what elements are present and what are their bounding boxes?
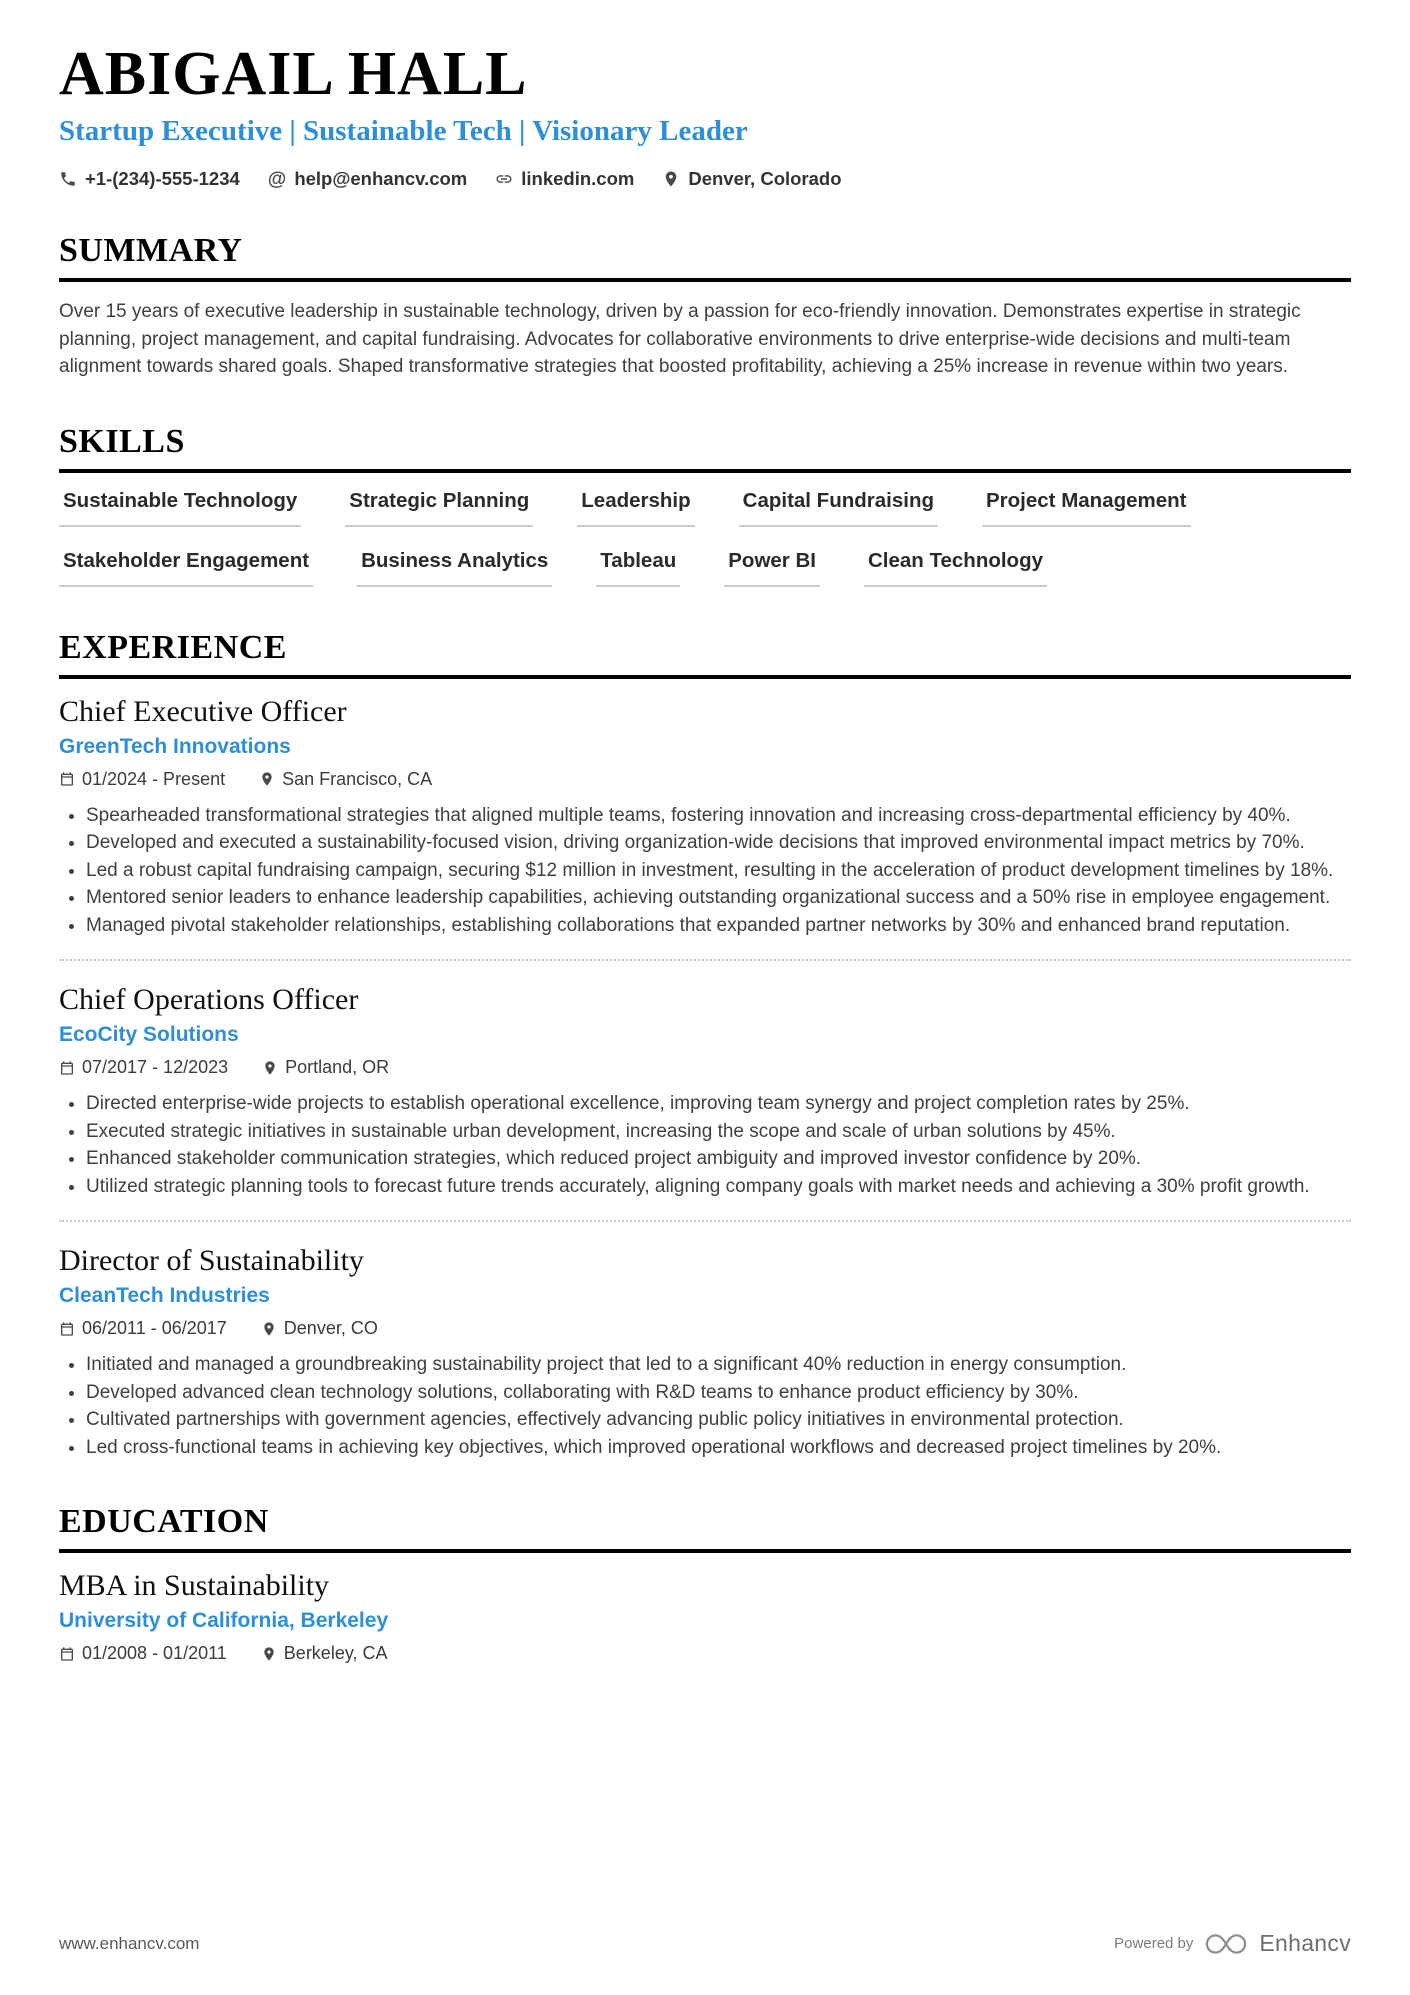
skill-item: Clean Technology — [864, 549, 1047, 587]
contact-location-text: Denver, Colorado — [688, 168, 842, 190]
skill-item: Power BI — [724, 549, 820, 587]
education-section — [59, 1503, 1351, 1664]
education-location-text: Berkeley, CA — [283, 1643, 388, 1664]
job-divider — [59, 959, 1351, 961]
education-dates — [59, 1643, 227, 1664]
job-location — [261, 1318, 378, 1339]
job-dates-text: 01/2024 - Present — [82, 768, 226, 789]
job-location — [259, 769, 432, 790]
at-icon: @ — [267, 168, 287, 190]
calendar-icon — [59, 771, 75, 787]
skill-item: Tableau — [596, 549, 680, 587]
job-dates-text: 06/2011 - 06/2017 — [82, 1318, 227, 1339]
bullet-item: • Mentored senior leaders to enhance leadership capabilities, achieving outstanding organizational success and a 50% rise in employee engagement. — [86, 884, 1351, 912]
bullet-item: • Developed advanced clean technology solutions, collaborating with R&D teams to enhance product efficiency by 30%. — [86, 1379, 1351, 1407]
job-title: Chief Operations Officer — [59, 983, 359, 1017]
summary-section — [59, 232, 1351, 381]
degree-title: MBA in Sustainability — [59, 1569, 330, 1603]
skill-item: Leadership — [577, 489, 694, 527]
job-dates — [59, 1057, 228, 1078]
bullet-item: • Initiated and managed a groundbreaking sustainability project that led to a significant 40% reduction in energy consumption. — [86, 1351, 1351, 1379]
job-entry — [59, 983, 1351, 1200]
location-pin-icon — [262, 1060, 278, 1076]
school-name: University of California, Berkeley — [59, 1609, 389, 1633]
phone-icon — [59, 170, 77, 188]
job-dates — [59, 769, 225, 790]
calendar-icon — [59, 1060, 75, 1076]
contact-link-text: linkedin.com — [521, 168, 635, 190]
education-meta — [59, 1643, 1351, 1664]
experience-heading: EXPERIENCE — [59, 629, 1351, 679]
skill-item: Strategic Planning — [345, 489, 533, 527]
skills-row-2 — [59, 549, 1351, 587]
bullet-item: • Utilized strategic planning tools to forecast future trends accurately, aligning company goals with market needs and achieving a 30% profit growth. — [86, 1173, 1351, 1201]
bullet-item: • Developed and executed a sustainability-focused vision, driving organization-wide decisions that improved environmental impact metrics by 70%. — [86, 829, 1351, 857]
link-icon — [495, 170, 513, 188]
candidate-headline: Startup Executive | Sustainable Tech | Visionary Leader — [59, 115, 748, 148]
bullet-item: • Led a robust capital fundraising campaign, securing $12 million in investment, resulting in the acceleration of product development timelines by 18%. — [86, 857, 1351, 885]
summary-heading: SUMMARY — [59, 232, 1351, 282]
powered-by-label: Powered by — [1114, 1935, 1194, 1952]
skill-item: Sustainable Technology — [59, 489, 301, 527]
candidate-name: ABIGAIL HALL — [59, 40, 528, 108]
job-entry — [59, 695, 1351, 940]
job-divider — [59, 1220, 1351, 1222]
job-location-text: San Francisco, CA — [282, 768, 433, 789]
bullet-item: • Executed strategic initiatives in sustainable urban development, increasing the scope and scale of urban solutions by 45%. — [86, 1118, 1351, 1146]
skills-row-1 — [59, 489, 1351, 527]
contact-email[interactable] — [268, 168, 467, 190]
contact-email-text: help@enhancv.com — [294, 168, 468, 190]
bullet-item: • Spearheaded transformational strategies that aligned multiple teams, fostering innovation and increasing cross-departmental efficiency by 40%. — [86, 802, 1351, 830]
job-company: CleanTech Industries — [59, 1284, 270, 1308]
calendar-icon — [59, 1321, 75, 1337]
job-meta — [59, 1057, 1351, 1078]
skill-item: Project Management — [982, 489, 1191, 527]
contact-phone-text: +1-(234)-555-1234 — [85, 168, 240, 190]
location-pin-icon — [261, 1646, 277, 1662]
job-bullets — [59, 1351, 1351, 1461]
education-heading: EDUCATION — [59, 1503, 1351, 1553]
job-meta — [59, 769, 1351, 790]
skill-item: Capital Fundraising — [739, 489, 938, 527]
bullet-item: • Enhanced stakeholder communication strategies, which reduced project ambiguity and improved investor confidence by 20%. — [86, 1145, 1351, 1173]
education-entry — [59, 1569, 1351, 1664]
skills-heading: SKILLS — [59, 423, 1351, 473]
location-pin-icon — [259, 771, 275, 787]
bullet-item: • Led cross-functional teams in achieving key objectives, which improved operational workflows and decreased project timelines by 20%. — [86, 1434, 1351, 1462]
contact-location — [662, 168, 841, 190]
contact-link[interactable] — [495, 168, 634, 190]
job-location-text: Portland, OR — [285, 1057, 390, 1078]
page-footer — [59, 1930, 1351, 1957]
location-pin-icon — [261, 1321, 277, 1337]
location-pin-icon — [662, 170, 680, 188]
job-company: GreenTech Innovations — [59, 734, 291, 758]
footer-website-link[interactable]: www.enhancv.com — [59, 1933, 200, 1953]
summary-text: Over 15 years of executive leadership in sustainable technology, driven by a passion for eco-friendly innovation. Demonstrates expertise in strategic planning, project management, and capital fundraising. Advocates for collaborative environments to drive enterprise-wide decisions and multi-team alignment towards shared goals. Shaped transformative strategies that boosted profitability, achieving a 25% increase in revenue within two years. — [59, 301, 1301, 378]
contact-row — [59, 168, 1351, 190]
skills-section — [59, 423, 1351, 587]
job-title: Director of Sustainability — [59, 1244, 364, 1278]
job-meta — [59, 1318, 1351, 1339]
resume-header — [59, 42, 1351, 190]
experience-section — [59, 629, 1351, 1462]
job-location-text: Denver, CO — [283, 1318, 378, 1339]
bullet-item: • Managed pivotal stakeholder relationships, establishing collaborations that expanded partner networks by 30% and enhanced brand reputation. — [86, 912, 1351, 940]
job-title: Chief Executive Officer — [59, 694, 347, 728]
job-bullets — [59, 1090, 1351, 1200]
job-dates — [59, 1318, 227, 1339]
education-dates-text: 01/2008 - 01/2011 — [82, 1643, 227, 1664]
enhancv-logo-icon — [1205, 1933, 1247, 1955]
job-entry — [59, 1244, 1351, 1461]
skill-item: Stakeholder Engagement — [59, 549, 313, 587]
contact-phone[interactable] — [59, 168, 240, 190]
education-location — [261, 1643, 388, 1664]
job-dates-text: 07/2017 - 12/2023 — [82, 1057, 229, 1078]
calendar-icon — [59, 1646, 75, 1662]
powered-by-group — [1114, 1930, 1351, 1957]
job-bullets — [59, 802, 1351, 940]
bullet-item: • Directed enterprise-wide projects to establish operational excellence, improving team synergy and project completion rates by 25%. — [86, 1090, 1351, 1118]
job-location — [262, 1057, 389, 1078]
job-company: EcoCity Solutions — [59, 1023, 239, 1047]
bullet-item: • Cultivated partnerships with government agencies, effectively advancing public policy initiatives in environmental protection. — [86, 1406, 1351, 1434]
skill-item: Business Analytics — [357, 549, 552, 587]
enhancv-brand-name[interactable]: Enhancv — [1259, 1930, 1351, 1956]
